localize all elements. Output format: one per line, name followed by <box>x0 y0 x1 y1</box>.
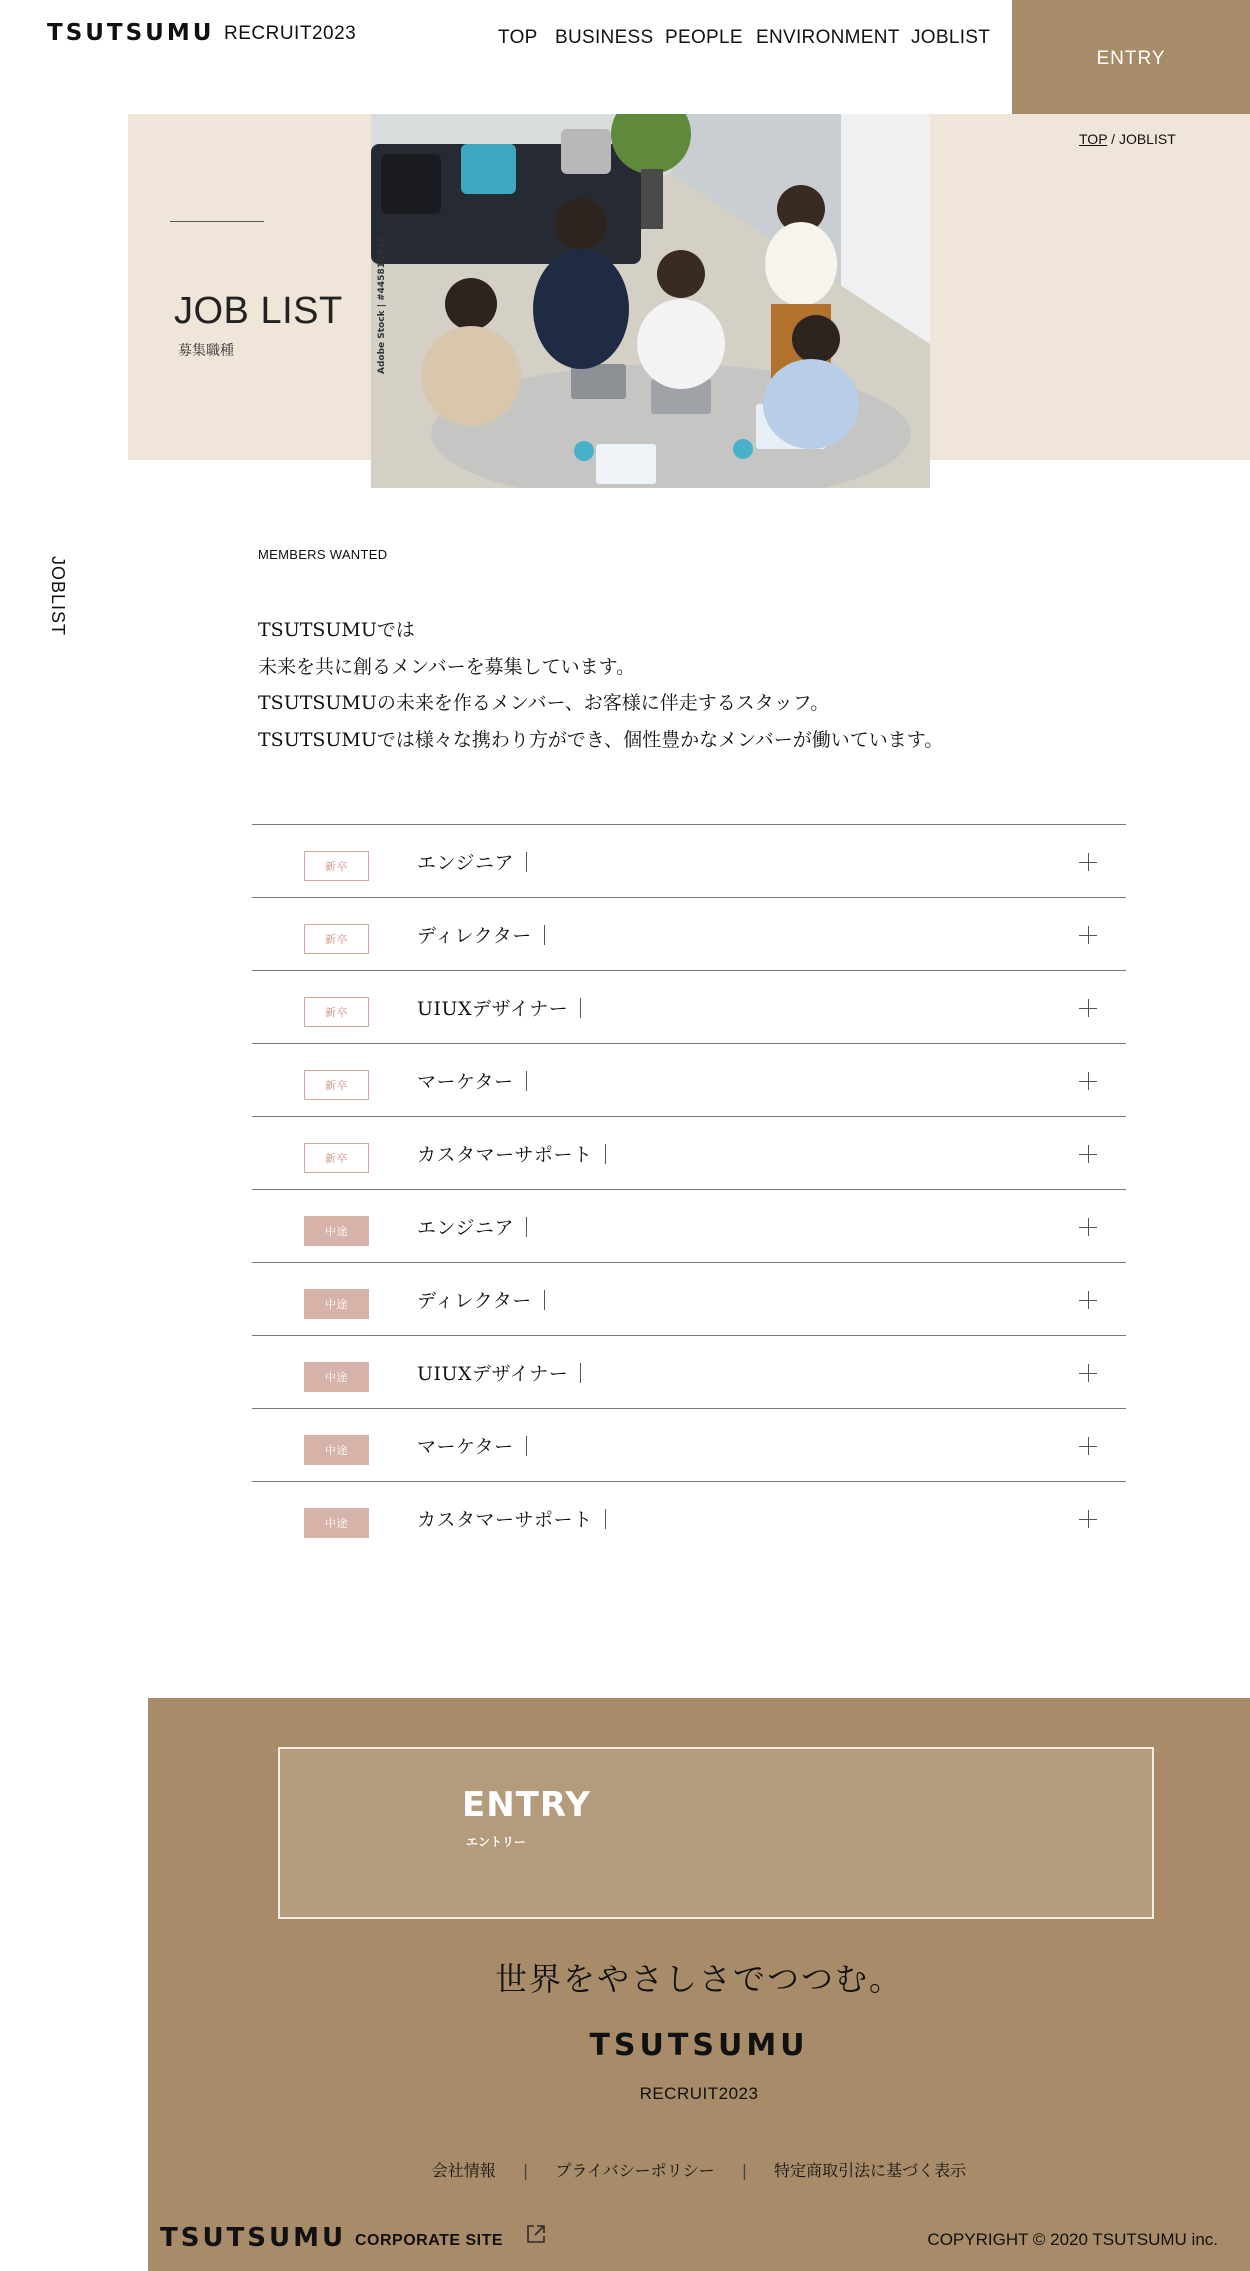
entry-banner-title: ENTRY <box>462 1785 591 1825</box>
job-title: ディレクター <box>417 1286 545 1313</box>
page-subtitle: 募集職種 <box>178 343 234 359</box>
job-tag-new-grad: 新卒 <box>304 851 369 881</box>
intro-line: TSUTSUMUでは様々な携わり方ができ、個性豊かなメンバーが働いています。 <box>258 728 944 751</box>
job-tag-new-grad: 新卒 <box>304 1143 369 1173</box>
breadcrumb-current: JOBLIST <box>1118 131 1176 147</box>
job-row-mid-customer-support[interactable] <box>252 1482 1126 1555</box>
site-logo-sub: RECRUIT2023 <box>224 23 357 44</box>
job-row-new-uiux-designer[interactable] <box>252 971 1126 1044</box>
nav-item-business[interactable]: BUSINESS <box>555 27 654 48</box>
breadcrumb <box>1079 131 1176 147</box>
plus-icon[interactable] <box>1079 853 1097 871</box>
job-title: マーケター <box>417 1067 527 1094</box>
job-row-mid-marketer[interactable] <box>252 1409 1126 1482</box>
footer-logo[interactable]: TSUTSUMU <box>589 2028 809 2063</box>
job-tag-mid-career: 中途 <box>304 1435 369 1465</box>
plus-icon[interactable] <box>1079 1072 1097 1090</box>
job-row-mid-director[interactable] <box>252 1263 1126 1336</box>
footer-entry-banner[interactable] <box>278 1747 1154 1919</box>
job-row-new-marketer[interactable] <box>252 1044 1126 1117</box>
intro-text <box>258 612 1058 758</box>
footer-link-privacy[interactable]: プライバシーポリシー <box>555 2161 715 2180</box>
job-tag-new-grad: 新卒 <box>304 1070 369 1100</box>
job-tag-mid-career: 中途 <box>304 1289 369 1319</box>
job-list <box>252 824 1126 1555</box>
side-section-label: JOBLIST <box>48 556 68 637</box>
section-eyebrow: MEMBERS WANTED <box>258 547 388 562</box>
job-title: エンジニア <box>417 848 527 875</box>
team-photo-illustration <box>371 114 930 488</box>
corporate-logo[interactable]: TSUTSUMU <box>160 2223 347 2253</box>
intro-line: TSUTSUMUの未来を作るメンバー、お客様に伴走するスタッフ。 <box>258 692 830 714</box>
job-title: ディレクター <box>417 921 545 948</box>
nav-item-top[interactable]: TOP <box>498 27 538 48</box>
plus-icon[interactable] <box>1079 1437 1097 1455</box>
job-tag-mid-career: 中途 <box>304 1216 369 1246</box>
plus-icon[interactable] <box>1079 1218 1097 1236</box>
job-row-new-engineer[interactable] <box>252 825 1126 898</box>
external-link-icon[interactable] <box>524 2222 548 2246</box>
job-title: カスタマーサポート <box>417 1505 606 1532</box>
job-title: マーケター <box>417 1432 527 1459</box>
plus-icon[interactable] <box>1079 1510 1097 1528</box>
footer-link-separator: | <box>522 2161 529 2180</box>
intro-line: 未来を共に創るメンバーを募集しています。 <box>258 655 636 678</box>
breadcrumb-separator: / <box>1111 131 1116 147</box>
job-row-new-director[interactable] <box>252 898 1126 971</box>
job-tag-mid-career: 中途 <box>304 1362 369 1392</box>
footer-links <box>148 2158 1250 2181</box>
nav-item-people[interactable]: PEOPLE <box>665 27 743 48</box>
intro-line: TSUTSUMUでは <box>258 619 415 641</box>
plus-icon[interactable] <box>1079 926 1097 944</box>
job-title: UIUXデザイナー <box>417 1359 581 1386</box>
job-tag-new-grad: 新卒 <box>304 997 369 1027</box>
job-title: カスタマーサポート <box>417 1140 606 1167</box>
job-tag-new-grad: 新卒 <box>304 924 369 954</box>
breadcrumb-top-link[interactable]: TOP <box>1079 131 1108 147</box>
copyright-text: COPYRIGHT © 2020 TSUTSUMU inc. <box>927 2230 1218 2249</box>
footer-slogan: 世界をやさしさでつつむ。 <box>494 1960 903 1998</box>
photo-watermark: Adobe Stock | #445816997 <box>377 236 387 374</box>
plus-icon[interactable] <box>1079 1291 1097 1309</box>
plus-icon[interactable] <box>1079 1145 1097 1163</box>
job-title: エンジニア <box>417 1213 527 1240</box>
job-row-mid-uiux-designer[interactable] <box>252 1336 1126 1409</box>
footer-link-separator: | <box>741 2161 748 2180</box>
job-title: UIUXデザイナー <box>417 994 581 1021</box>
nav-item-environment[interactable]: ENVIRONMENT <box>756 27 900 48</box>
job-tag-mid-career: 中途 <box>304 1508 369 1538</box>
plus-icon[interactable] <box>1079 1364 1097 1382</box>
job-row-new-customer-support[interactable] <box>252 1117 1126 1190</box>
footer-link-commerce-law[interactable]: 特定商取引法に基づく表示 <box>774 2161 967 2180</box>
footer-logo-sub: RECRUIT2023 <box>639 2084 759 2103</box>
footer-link-company[interactable]: 会社情報 <box>431 2161 496 2180</box>
entry-banner-subtitle: エントリー <box>466 1835 527 1849</box>
corporate-site-link[interactable]: CORPORATE SITE <box>355 2232 504 2249</box>
job-row-mid-engineer[interactable] <box>252 1190 1126 1263</box>
site-logo[interactable]: TSUTSUMU <box>47 20 215 46</box>
header-entry-button[interactable]: ENTRY <box>1012 0 1250 118</box>
hero-team-photo <box>371 114 930 488</box>
hero-divider <box>170 221 264 222</box>
site-footer <box>148 1698 1250 2271</box>
nav-item-joblist[interactable]: JOBLIST <box>911 27 991 48</box>
page-title: JOB LIST <box>174 290 343 332</box>
plus-icon[interactable] <box>1079 999 1097 1017</box>
